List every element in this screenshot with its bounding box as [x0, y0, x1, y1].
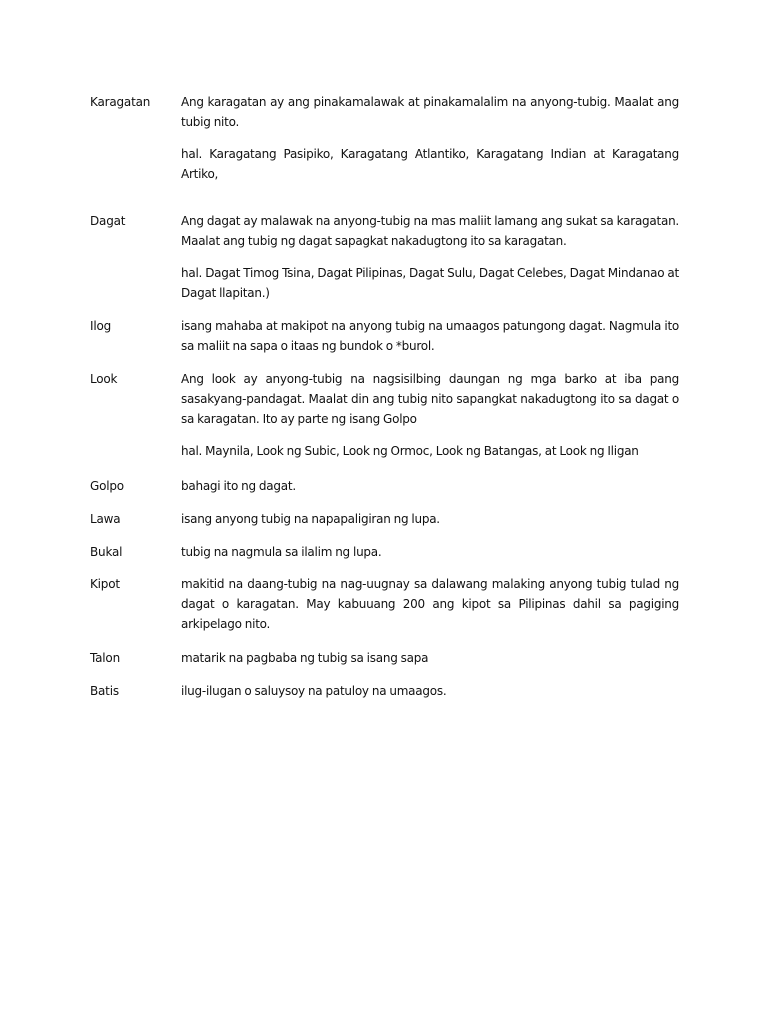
example-text: hal. Dagat Timog Tsina, Dagat Pilipinas, Dagat Sulu, Dagat Celebes, Dagat Mindanao at Dagat llapitan.) [181, 266, 679, 300]
example-text: hal. Karagatang Pasipiko, Karagatang Atlantiko, Karagatang Indian at Karagatang Artiko, [181, 147, 679, 181]
definition-text: isang mahaba at makipot na anyong tubig na umaagos patungong dagat. Nagmula ito sa maliit na sapa o itaas ng bundok o *burol. [181, 319, 679, 353]
term-definition [181, 92, 679, 184]
term-label: Lawa [90, 512, 121, 526]
term-definition [181, 574, 679, 634]
definition-text: makitid na daang-tubig na nag-uugnay sa dalawang malaking anyong tubig tulad ng dagat o karagatan. May kabuuang 200 ang kipot sa Pilipinas dahil sa pagiging arkipelago nito. [181, 577, 679, 631]
term-label: Golpo [90, 479, 124, 493]
term-label: Ilog [90, 319, 112, 333]
term-label: Karagatan [90, 95, 151, 109]
term-definition [181, 681, 679, 701]
term-definition [181, 211, 679, 303]
term-label: Kipot [90, 577, 120, 591]
term-label: Bukal [90, 545, 123, 559]
term-definition [181, 369, 679, 461]
definition-text: Ang dagat ay malawak na anyong-tubig na mas maliit lamang ang sukat sa karagatan. Maalat ang tubig ng dagat sapagkat nakadugtong ito sa karagatan. [181, 214, 679, 248]
term-label: Look [90, 372, 118, 386]
term-definition [181, 316, 679, 356]
definition-text: tubig na nagmula sa ilalim ng lupa. [181, 545, 382, 559]
definition-text: Ang karagatan ay ang pinakamalawak at pinakamalalim na anyong-tubig. Maalat ang tubig nito. [181, 95, 679, 129]
definition-text: matarik na pagbaba ng tubig sa isang sapa [181, 651, 429, 665]
example-text: hal. Maynila, Look ng Subic, Look ng Ormoc, Look ng Batangas, at Look ng Iligan [181, 444, 639, 458]
definition-text: ilug-ilugan o saluysoy na patuloy na umaagos. [181, 684, 447, 698]
term-definition [181, 648, 679, 668]
term-label: Batis [90, 684, 119, 698]
term-definition [181, 509, 679, 529]
term-label: Dagat [90, 214, 126, 228]
term-definition [181, 476, 679, 496]
term-label: Talon [90, 651, 120, 665]
term-definition [181, 542, 679, 562]
definition-text: Ang look ay anyong-tubig na nagsisilbing daungan ng mga barko at iba pang sasakyang-pandagat. Maalat din ang tubig nito sapangkat nakadugtong ito sa dagat o sa karagatan. Ito ay parte ng isang Golpo [181, 372, 679, 426]
definition-text: isang anyong tubig na napapaligiran ng lupa. [181, 512, 440, 526]
definition-text: bahagi ito ng dagat. [181, 479, 296, 493]
